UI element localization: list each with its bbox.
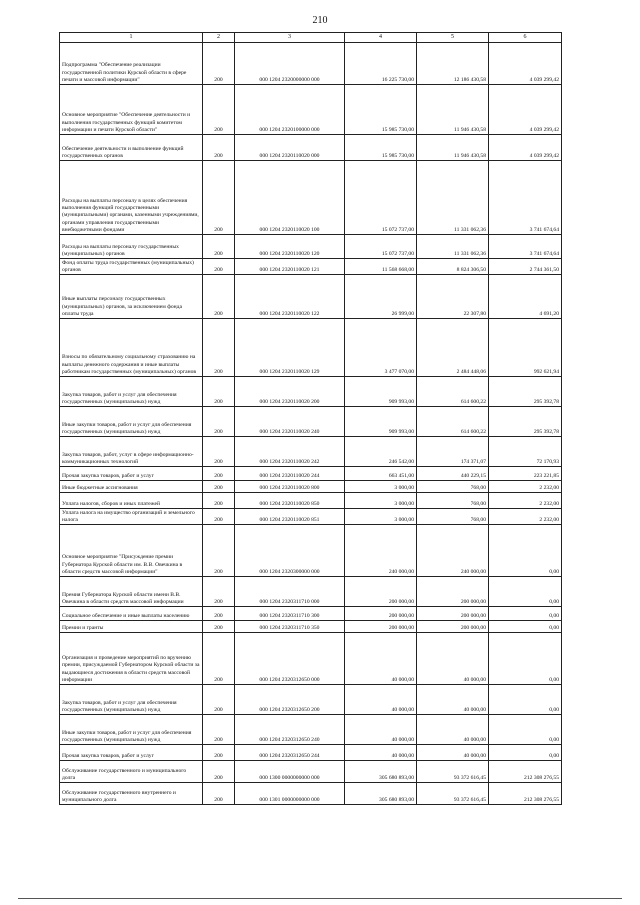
row-value-5: 240 000,00 <box>417 525 489 577</box>
row-classification-code: 000 1204 2320110020 240 <box>235 407 345 437</box>
table-row <box>60 377 562 407</box>
row-value-4: 200 000,00 <box>345 621 417 633</box>
row-name: Взносы по обязательному социальному страхованию на выплаты денежного содержания и иные выплаты работникам государственных (муниципальных) органов <box>60 319 203 377</box>
row-classification-code: 000 1204 2320110020 100 <box>235 161 345 235</box>
row-name: Иные выплаты персоналу государственных (муниципальных) органов, за исключением фонда оплаты труда <box>60 275 203 319</box>
row-value-5: 40 000,00 <box>417 745 489 761</box>
row-value-5: 40 000,00 <box>417 633 489 685</box>
row-name: Обеспечение деятельности и выполнение функций государственных органов <box>60 135 203 161</box>
row-value-4: 11 568 668,00 <box>345 259 417 275</box>
row-value-6: 223 221,85 <box>489 467 562 481</box>
row-value-5: 11 946 430,58 <box>417 85 489 135</box>
row-code-2: 200 <box>203 761 235 783</box>
row-value-5: 93 372 616,45 <box>417 783 489 805</box>
table-row <box>60 161 562 235</box>
table-row <box>60 577 562 607</box>
row-code-2: 200 <box>203 621 235 633</box>
row-value-6: 4 691,20 <box>489 275 562 319</box>
row-value-6: 2 232,00 <box>489 481 562 493</box>
row-classification-code: 000 1204 2320312650 244 <box>235 745 345 761</box>
row-value-5: 768,00 <box>417 493 489 509</box>
row-classification-code: 000 1204 2320100000 000 <box>235 85 345 135</box>
row-classification-code: 000 1204 2320110020 242 <box>235 437 345 467</box>
row-name: Организация и проведение мероприятий по вручению премии, присуждаемой Губернатором Курской области за выдающиеся достижения в области средств массовой информации <box>60 633 203 685</box>
row-name: Премии и гранты <box>60 621 203 633</box>
row-classification-code: 000 1204 2320110020 120 <box>235 235 345 259</box>
row-name: Фонд оплаты труда государственных (муниципальных) органов <box>60 259 203 275</box>
row-code-2: 200 <box>203 577 235 607</box>
row-value-4: 240 000,00 <box>345 525 417 577</box>
row-classification-code: 000 1204 2320311710 300 <box>235 607 345 621</box>
table-row <box>60 407 562 437</box>
row-name: Уплата налогов, сборов и иных платежей <box>60 493 203 509</box>
row-classification-code: 000 1300 0000000000 000 <box>235 761 345 783</box>
row-classification-code: 000 1204 2320312650 200 <box>235 685 345 715</box>
row-value-5: 11 331 062,36 <box>417 235 489 259</box>
row-classification-code: 000 1204 2320110020 122 <box>235 275 345 319</box>
table-row <box>60 783 562 805</box>
table-row <box>60 275 562 319</box>
table-row <box>60 685 562 715</box>
table-row <box>60 481 562 493</box>
row-classification-code: 000 1204 2320110020 000 <box>235 135 345 161</box>
row-name: Обслуживание государственного и муниципального долга <box>60 761 203 783</box>
row-name: Обслуживание государственного внутреннего и муниципального долга <box>60 783 203 805</box>
row-value-5: 614 600,22 <box>417 407 489 437</box>
row-code-2: 200 <box>203 319 235 377</box>
row-value-4: 15 985 730,00 <box>345 85 417 135</box>
table-row <box>60 509 562 525</box>
row-value-5: 768,00 <box>417 481 489 493</box>
table-row <box>60 745 562 761</box>
table-row <box>60 43 562 85</box>
row-value-5: 200 000,00 <box>417 621 489 633</box>
row-classification-code: 000 1204 2320312650 240 <box>235 715 345 745</box>
row-value-6: 212 308 276,55 <box>489 783 562 805</box>
row-value-5: 12 186 430,58 <box>417 43 489 85</box>
table-row <box>60 715 562 745</box>
row-value-5: 200 000,00 <box>417 607 489 621</box>
row-value-6: 992 621,94 <box>489 319 562 377</box>
row-value-4: 3 000,00 <box>345 493 417 509</box>
row-value-5: 200 000,00 <box>417 577 489 607</box>
row-value-6: 0,00 <box>489 577 562 607</box>
row-code-2: 200 <box>203 525 235 577</box>
row-name: Иные закупки товаров, работ и услуг для обеспечения государственных (муниципальных) нужд <box>60 407 203 437</box>
row-value-5: 8 824 306,50 <box>417 259 489 275</box>
row-value-6: 2 232,00 <box>489 509 562 525</box>
table-row <box>60 235 562 259</box>
row-value-5: 11 946 430,58 <box>417 135 489 161</box>
row-code-2: 200 <box>203 745 235 761</box>
row-name: Социальное обеспечение и иные выплаты населению <box>60 607 203 621</box>
row-code-2: 200 <box>203 493 235 509</box>
row-classification-code: 000 1204 2320110020 129 <box>235 319 345 377</box>
row-name: Закупка товаров, работ и услуг для обеспечения государственных (муниципальных) нужд <box>60 685 203 715</box>
row-name: Прочая закупка товаров, работ и услуг <box>60 745 203 761</box>
row-value-5: 40 000,00 <box>417 685 489 715</box>
table-row <box>60 493 562 509</box>
row-code-2: 200 <box>203 43 235 85</box>
header-cell: 5 <box>417 33 489 43</box>
row-code-2: 200 <box>203 377 235 407</box>
row-value-4: 40 000,00 <box>345 633 417 685</box>
header-cell: 1 <box>60 33 203 43</box>
bottom-rule <box>18 898 622 899</box>
row-value-4: 246 542,00 <box>345 437 417 467</box>
page-number: 210 <box>312 15 328 26</box>
row-value-6: 0,00 <box>489 525 562 577</box>
header-cell: 2 <box>203 33 235 43</box>
row-value-6: 0,00 <box>489 621 562 633</box>
row-value-6: 4 039 299,42 <box>489 43 562 85</box>
row-classification-code: 000 1204 2320300000 000 <box>235 525 345 577</box>
row-name: Прочая закупка товаров, работ и услуг <box>60 467 203 481</box>
row-value-4: 200 000,00 <box>345 607 417 621</box>
budget-table <box>59 32 562 805</box>
row-code-2: 200 <box>203 467 235 481</box>
row-classification-code: 000 1204 2320110020 200 <box>235 377 345 407</box>
row-name: Основное мероприятие "Обеспечение деятельности и выполнения государственных функций комитетом информации и печати Курской области" <box>60 85 203 135</box>
table-row <box>60 607 562 621</box>
row-value-4: 663 451,00 <box>345 467 417 481</box>
row-code-2: 200 <box>203 235 235 259</box>
row-value-5: 440 229,15 <box>417 467 489 481</box>
row-classification-code: 000 1204 2320110020 244 <box>235 467 345 481</box>
row-name: Подпрограмма "Обеспечение реализации государственной политики Курской области в сфере печати и массовой информации" <box>60 43 203 85</box>
row-value-5: 40 000,00 <box>417 715 489 745</box>
row-code-2: 200 <box>203 685 235 715</box>
row-name: Уплата налога на имущество организаций и земельного налога <box>60 509 203 525</box>
row-value-4: 305 680 893,00 <box>345 783 417 805</box>
row-classification-code: 000 1204 2320110020 121 <box>235 259 345 275</box>
table-row <box>60 525 562 577</box>
row-classification-code: 000 1204 2320311710 350 <box>235 621 345 633</box>
row-name: Закупка товаров, работ и услуг для обеспечения государственных (муниципальных) нужд <box>60 377 203 407</box>
row-value-4: 40 000,00 <box>345 745 417 761</box>
row-value-6: 4 039 299,42 <box>489 135 562 161</box>
row-classification-code: 000 1204 2320311710 000 <box>235 577 345 607</box>
row-value-4: 40 000,00 <box>345 685 417 715</box>
header-row <box>60 33 562 43</box>
table-row <box>60 621 562 633</box>
header-cell: 6 <box>489 33 562 43</box>
row-name: Расходы на выплаты персоналу в целях обеспечения выполнения функций государственными (муниципальными) органами, казенными учреждениями, органами управления государственными внебюджетными фондами <box>60 161 203 235</box>
row-classification-code: 000 1204 2320110020 851 <box>235 509 345 525</box>
row-value-6: 4 039 299,42 <box>489 85 562 135</box>
row-value-5: 2 484 448,06 <box>417 319 489 377</box>
row-code-2: 200 <box>203 407 235 437</box>
row-classification-code: 000 1204 2320110020 800 <box>235 481 345 493</box>
row-name: Основное мероприятие "Присуждение премии Губернатора Курской области им. В.В. Овечкина в области средств массовой информации" <box>60 525 203 577</box>
row-value-5: 22 307,80 <box>417 275 489 319</box>
row-code-2: 200 <box>203 161 235 235</box>
row-classification-code: 000 1204 2320312650 000 <box>235 633 345 685</box>
row-classification-code: 000 1204 2320000000 000 <box>235 43 345 85</box>
table-row <box>60 761 562 783</box>
row-code-2: 200 <box>203 437 235 467</box>
row-name: Премия Губернатора Курской области имени В.В. Овечкина в области средств массовой информации <box>60 577 203 607</box>
header-cell: 4 <box>345 33 417 43</box>
table-row <box>60 319 562 377</box>
row-code-2: 200 <box>203 259 235 275</box>
table-row <box>60 467 562 481</box>
row-value-6: 295 392,78 <box>489 377 562 407</box>
row-value-4: 305 680 893,00 <box>345 761 417 783</box>
row-code-2: 200 <box>203 85 235 135</box>
row-code-2: 200 <box>203 509 235 525</box>
row-classification-code: 000 1301 0000000000 000 <box>235 783 345 805</box>
row-value-6: 0,00 <box>489 607 562 621</box>
table-row <box>60 259 562 275</box>
row-value-4: 40 000,00 <box>345 715 417 745</box>
row-value-6: 295 392,78 <box>489 407 562 437</box>
row-value-6: 0,00 <box>489 685 562 715</box>
table-row <box>60 135 562 161</box>
row-code-2: 200 <box>203 607 235 621</box>
row-value-6: 2 232,00 <box>489 493 562 509</box>
row-value-6: 3 741 674,64 <box>489 235 562 259</box>
row-value-4: 26 999,00 <box>345 275 417 319</box>
row-value-5: 11 331 062,36 <box>417 161 489 235</box>
row-value-4: 909 993,00 <box>345 407 417 437</box>
row-code-2: 200 <box>203 783 235 805</box>
row-value-6: 0,00 <box>489 633 562 685</box>
row-name: Закупка товаров, работ, услуг в сфере информационно-коммуникационных технологий <box>60 437 203 467</box>
row-classification-code: 000 1204 2320110020 850 <box>235 493 345 509</box>
row-value-4: 909 993,00 <box>345 377 417 407</box>
row-code-2: 200 <box>203 135 235 161</box>
table-row <box>60 85 562 135</box>
row-name: Расходы на выплаты персоналу государственных (муниципальных) органов <box>60 235 203 259</box>
row-value-6: 212 308 276,55 <box>489 761 562 783</box>
table-row <box>60 437 562 467</box>
row-value-4: 15 985 730,00 <box>345 135 417 161</box>
row-value-6: 2 744 361,50 <box>489 259 562 275</box>
row-value-4: 200 000,00 <box>345 577 417 607</box>
table-row <box>60 633 562 685</box>
row-value-4: 3 000,00 <box>345 481 417 493</box>
row-name: Иные бюджетные ассигнования <box>60 481 203 493</box>
row-value-4: 16 225 730,00 <box>345 43 417 85</box>
row-code-2: 200 <box>203 715 235 745</box>
row-name: Иные закупки товаров, работ и услуг для обеспечения государственных (муниципальных) нужд <box>60 715 203 745</box>
row-code-2: 200 <box>203 481 235 493</box>
row-value-6: 0,00 <box>489 745 562 761</box>
row-value-5: 614 600,22 <box>417 377 489 407</box>
row-value-5: 768,00 <box>417 509 489 525</box>
header-cell: 3 <box>235 33 345 43</box>
row-value-6: 0,00 <box>489 715 562 745</box>
row-value-4: 15 072 737,00 <box>345 161 417 235</box>
row-value-4: 15 072 737,00 <box>345 235 417 259</box>
row-value-6: 3 741 674,64 <box>489 161 562 235</box>
row-code-2: 200 <box>203 633 235 685</box>
row-value-5: 93 372 616,45 <box>417 761 489 783</box>
row-value-5: 174 371,07 <box>417 437 489 467</box>
row-value-4: 3 000,00 <box>345 509 417 525</box>
row-value-4: 3 477 070,00 <box>345 319 417 377</box>
row-code-2: 200 <box>203 275 235 319</box>
row-value-6: 72 170,93 <box>489 437 562 467</box>
